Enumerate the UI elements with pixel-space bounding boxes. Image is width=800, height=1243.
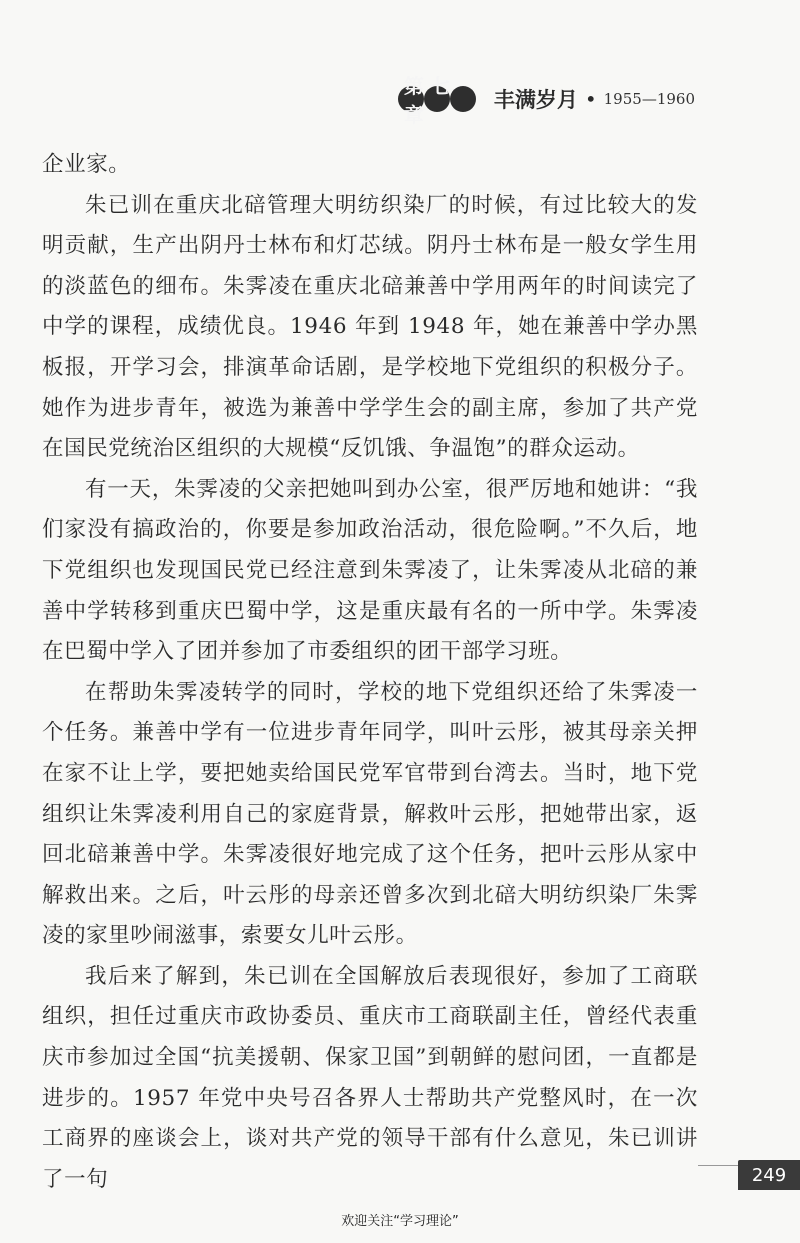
chapter-label: 第七章 [403, 74, 456, 127]
chapter-title: 丰满岁月 [493, 87, 578, 112]
paragraph: 有一天，朱霁凌的父亲把她叫到办公室，很严厉地和她讲：“我们家没有搞政治的，你要是参加政治活动，很危险啊。”不久后，地下党组织也发现国民党已经注意到朱霁凌了，让朱霁凌从北碚的兼善中学转移到重庆巴蜀中学，这是重庆最有名的一所中学。朱霁凌在巴蜀中学入了团并参加了市委组织的团干部学习班。 [42, 476, 698, 665]
page-number-rule [698, 1165, 738, 1166]
page-number: 249 [738, 1160, 800, 1190]
header-separator: • [584, 87, 597, 111]
footer-note: 欢迎关注“学习理论” [341, 1214, 459, 1229]
body-text [42, 145, 698, 1200]
running-header [398, 74, 695, 127]
chapter-badge [398, 74, 476, 127]
paragraph: 我后来了解到，朱已训在全国解放后表现很好，参加了工商联组织，担任过重庆市政协委员、重庆市工商联副主任，曾经代表重庆市参加过全国“抗美援朝、保家卫国”到朝鲜的慰问团，一直都是进步的。1957 年党中央号召各界人士帮助共产党整风时，在一次工商界的座谈会上，谈对共产党的领导干部有什么意见，朱已训讲了一句 [42, 963, 698, 1192]
chapter-years: 1955—1960 [603, 90, 695, 108]
paragraph: 朱已训在重庆北碚管理大明纺织染厂的时候，有过比较大的发明贡献，生产出阴丹士林布和灯芯绒。阴丹士林布是一般女学生用的淡蓝色的细布。朱霁凌在重庆北碚兼善中学用两年的时间读完了中学的课程，成绩优良。1946 年到 1948 年，她在兼善中学办黑板报，开学习会，排演革命话剧，是学校地下党组织的积极分子。她作为进步青年，被选为兼善中学学生会的副主席，参加了共产党在国民党统治区组织的大规模“反饥饿、争温饱”的群众运动。 [42, 192, 698, 462]
paragraph: 企业家。 [42, 152, 131, 177]
paragraph: 在帮助朱霁凌转学的同时，学校的地下党组织还给了朱霁凌一个任务。兼善中学有一位进步青年同学，叫叶云彤，被其母亲关押在家不让上学，要把她卖给国民党军官带到台湾去。当时，地下党组织让朱霁凌利用自己的家庭背景，解救叶云彤，把她带出家，返回北碚兼善中学。朱霁凌很好地完成了这个任务，把叶云彤从家中解救出来。之后，叶云彤的母亲还曾多次到北碚大明纺织染厂朱霁凌的家里吵闹滋事，索要女儿叶云彤。 [42, 679, 698, 949]
